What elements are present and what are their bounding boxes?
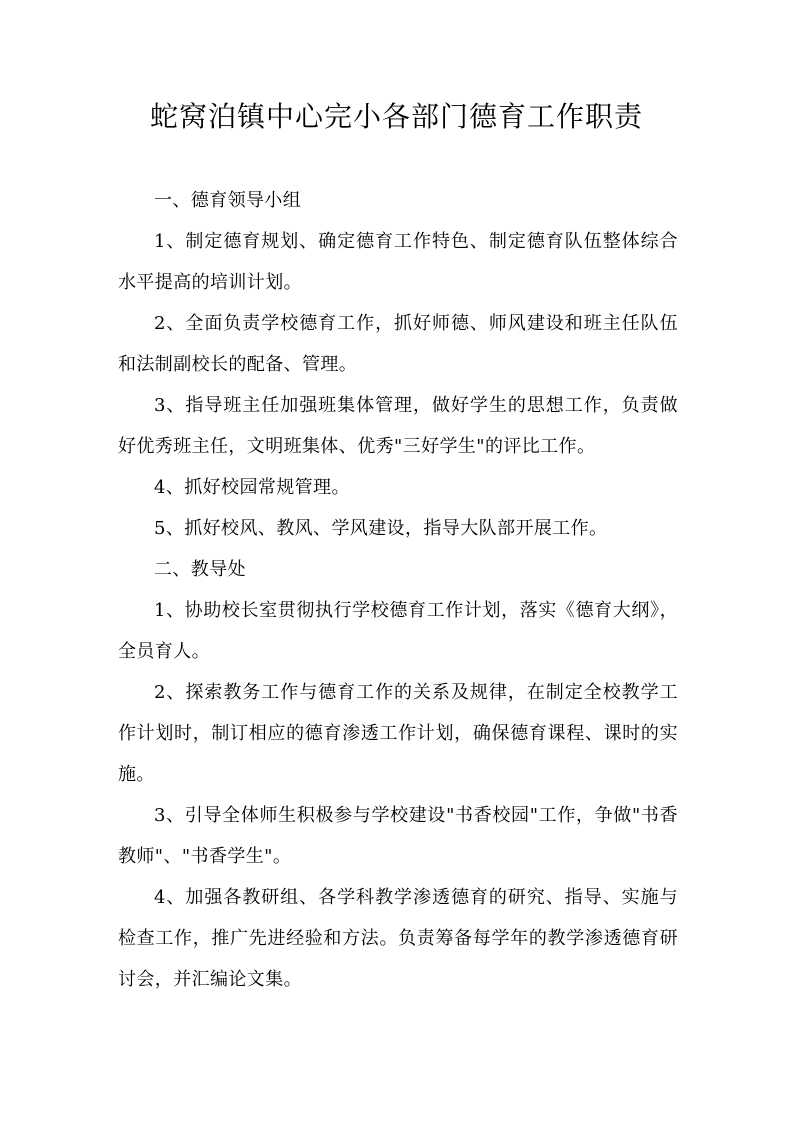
document-title: 蛇窝泊镇中心完小各部门德育工作职责 (149, 100, 643, 133)
document-body (118, 180, 678, 1000)
paragraph-item: 3、指导班主任加强班集体管理，做好学生的思想工作，负责做好优秀班主任，文明班集体、优秀"三好学生"的评比工作。 (118, 395, 678, 457)
section-heading-moral-leadership-group: 一、德育领导小组 (154, 190, 302, 211)
paragraph-item: 2、探索教务工作与德育工作的关系及规律，在制定全校教学工作计划时，制订相应的德育渗透工作计划，确保德育课程、课时的实施。 (118, 682, 678, 785)
paragraph-item: 3、引导全体师生积极参与学校建设"书香校园"工作，争做"书香教师"、"书香学生"。 (118, 805, 678, 867)
paragraph-item: 4、加强各教研组、各学科教学渗透德育的研究、指导、实施与检查工作，推广先进经验和方法。负责筹备每学年的教学渗透德育研讨会，并汇编论文集。 (118, 887, 678, 990)
section-heading-academic-affairs: 二、教导处 (154, 559, 246, 580)
paragraph-item: 2、全面负责学校德育工作，抓好师德、师风建设和班主任队伍和法制副校长的配备、管理。 (118, 313, 678, 375)
paragraph-item: 4、抓好校园常规管理。 (154, 477, 350, 498)
paragraph-item: 1、制定德育规划、确定德育工作特色、制定德育队伍整体综合水平提高的培训计划。 (118, 231, 678, 293)
paragraph-item: 5、抓好校风、教风、学风建设，指导大队部开展工作。 (154, 518, 608, 539)
paragraph-item: 1、协助校长室贯彻执行学校德育工作计划，落实《德育大纲》，全员育人。 (118, 600, 678, 662)
